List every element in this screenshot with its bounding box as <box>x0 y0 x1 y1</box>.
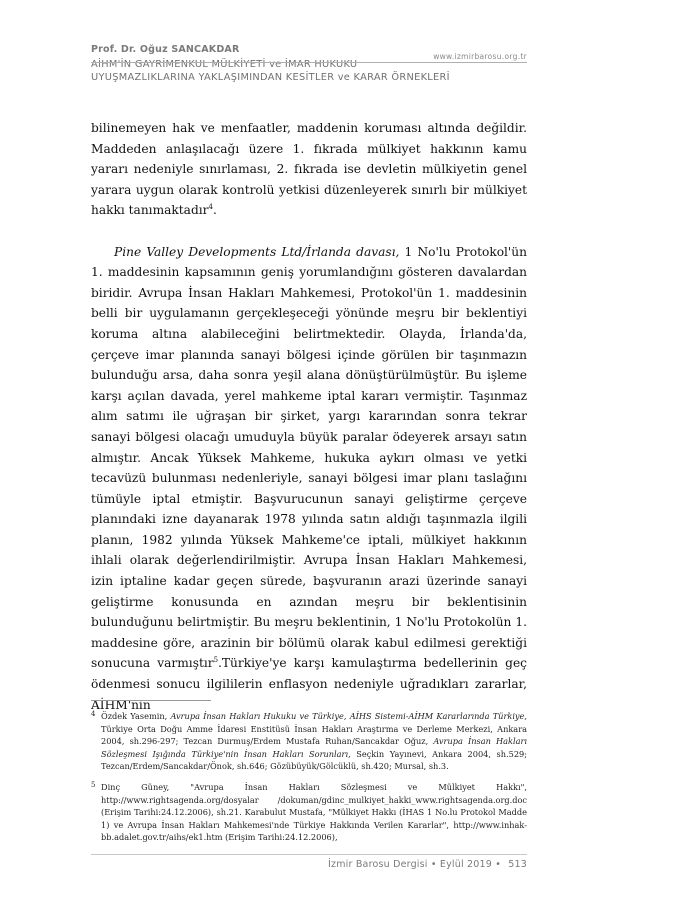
footer-rule <box>91 854 527 855</box>
footnote-4-text-a: Özdek Yasemin, <box>101 711 171 721</box>
header-title-line-2: UYUŞMAZLIKLARINA YAKLAŞIMINDAN KESİTLER ve KARAR ÖRNEKLERİ <box>91 72 450 83</box>
footnote-4-text-e: Seçkin Yayınevi, Ankara 2004, sh.529; Tezcan/Erdem/Sancakdar/Önok, sh.646; Gözübüyük/Gölcüklü, sh.420; Mursal, sh.3. <box>101 748 527 772</box>
paragraph-1: bilinemeyen hak ve menfaatler, maddenin koruması altında değildir. Maddeden anlaşılacağı üzere 1. fıkrada mülkiyet hakkının kamu yararı nedeniyle sınırlaması, 2. fıkrada ise devletin mülkiyetin genel yarara uygun olarak kontrolü yetkisi düzenleyerek sınırlı bir mülkiyet hakkı tanımaktadır$^4$. <box>91 121 527 218</box>
running-footer <box>328 859 527 870</box>
page-number: 513 <box>508 859 527 870</box>
paragraph-2 <box>91 242 527 716</box>
footnote-5-number: 5 <box>91 780 96 789</box>
footnote-rule <box>91 700 211 701</box>
header-author: Prof. Dr. Oğuz SANCAKDAR <box>91 44 240 55</box>
footnote-4 <box>91 710 527 773</box>
paragraph-2-text-b: .Türkiye'ye karşı kamulaştırma bedellerinin geç ödenmesi sonucu ilgililerin enflasyon nedeniyle uğradıkları zararlar, AİHM'nin <box>91 656 528 712</box>
footer-journal: İzmir Barosu Dergisi • Eylül 2019 • <box>328 859 502 870</box>
paragraph-2-text-a: 1 No'lu Protokol'ün 1. maddesinin kapsamının geniş yorumlandığını gösteren davalardan biridir. Avrupa İnsan Hakları Mahkemesi, Protokol'ün 1. maddesinin belli bir uygulamanın gerçekleşeceği yönünde meşru bir beklentiyi koruma altına alabileceğini belirtmektedir. Olayda, İrlanda'da, çerçeve imar planında sanayi bölgesi içinde görülen bir taşınmazın bulunduğu arsa, daha sonra yeşil alana dönüştürülmüştür. Bu işleme karşı açılan davada, yerel mahkeme iptal kararı vermiştir. Taşınmaz alım satımı ile uğraşan bir şirket, yargı kararından sonra tekrar sanayi bölgesi olacağı umuduyla büyük paralar ödeyerek arsayı satın almıştır. Ancak Yüksek Mahkeme, hukuka aykırı olması ve yetki tecavüzü bulunması nedenleriyle, sanayi bölgesi imar planı taslağını tümüyle iptal etmiştir. Başvurucunun sanayi geliştirme çerçeve planındaki izne dayanarak 1978 yılında satın aldığı taşınmazla ilgili planın, 1982 yılında Yüksek Mahkeme'ce iptali, mülkiyet hakkının ihlali olarak değerlendirilmiştir. Avrupa İnsan Hakları Mahkemesi, izin iptaline kadar geçen sürede, başvuranın arazi üzerinde sanayi geliştirme konusunda en azından meşru bir beklentisinin bulunduğunu belirtmiştir. Bu meşru beklentinin, 1 No'lu Protokolün 1. maddesine göre, arazinin bir bölümü olarak kabul edilmesi gerektiği sonucuna varmıştır <box>91 244 527 671</box>
footnote-5 <box>91 781 527 844</box>
footnote-4-number: 4 <box>91 710 96 718</box>
footnote-4-title-1: Avrupa İnsan Hakları Hukuku ve Türkiye, AİHS Sistemi-AİHM Kararlarında Türkiye, <box>170 711 528 721</box>
footnotes <box>91 710 527 852</box>
paragraph-1-text: bilinemeyen hak ve menfaatler, maddenin koruması altında değildir. Maddeden anlaşılacağı üzere 1. fıkrada mülkiyet hakkının kamu yararı nedeniyle sınırlaması, 2. fıkrada ise devletin mülkiyetin genel yarara uygun olarak kontrolü yetkisi düzenleyerek sınırlı bir mülkiyet hakkı tanımaktadır <box>91 121 527 218</box>
case-name: Pine Valley Developments Ltd/İrlanda davası, <box>114 244 400 259</box>
footnote-ref-5: 5 <box>213 656 219 665</box>
body-text <box>91 118 527 715</box>
footnote-5-text: Dinç Güney, "Avrupa İnsan Hakları Sözleşmesi ve Mülkiyet Hakkı", http://www.rightsagenda.org/dosyalar /dokuman/gdinc_mulkiyet_hakki_www.rightsagenda.org.doc (Erişim Tarihi:24.12.2006), sh.21. Karabulut Mustafa, "Mülkiyet Hakkı (İHAS 1 No.lu Protokol Madde 1) ve Avrupa İnsan Hakları Mahkemesi'nde Türkiye Hakkında Verilen Kararlar", http://www.inhak-bb.adalet.gov.tr/aihs/ek1.htm (Erişim Tarihi:24.12.2006), <box>101 781 527 843</box>
header-title-line-1: AİHM'İN GAYRİMENKUL MÜLKİYETİ ve İMAR HUKUKU <box>91 59 358 70</box>
footnote-4-title-2: Avrupa İnsan Hakları Sözleşmesi Işığında Türkiye'nin İnsan Hakları Sorunları, <box>101 736 527 759</box>
running-header <box>91 44 527 84</box>
header-website: www.izmirbarosu.org.tr <box>433 52 527 61</box>
header-rule <box>91 62 527 63</box>
footnote-ref-4: 4 <box>208 203 213 212</box>
footnote-4-text-c: Türkiye Orta Doğu Amme İdaresi Enstitüsü İnsan Hakları Araştırma ve Derleme Merkezi, Ankara 2004, sh.296-297; Tezcan Durmuş/Erdem Mustafa Ruhan/Sancakdar Oğuz, <box>101 723 527 747</box>
